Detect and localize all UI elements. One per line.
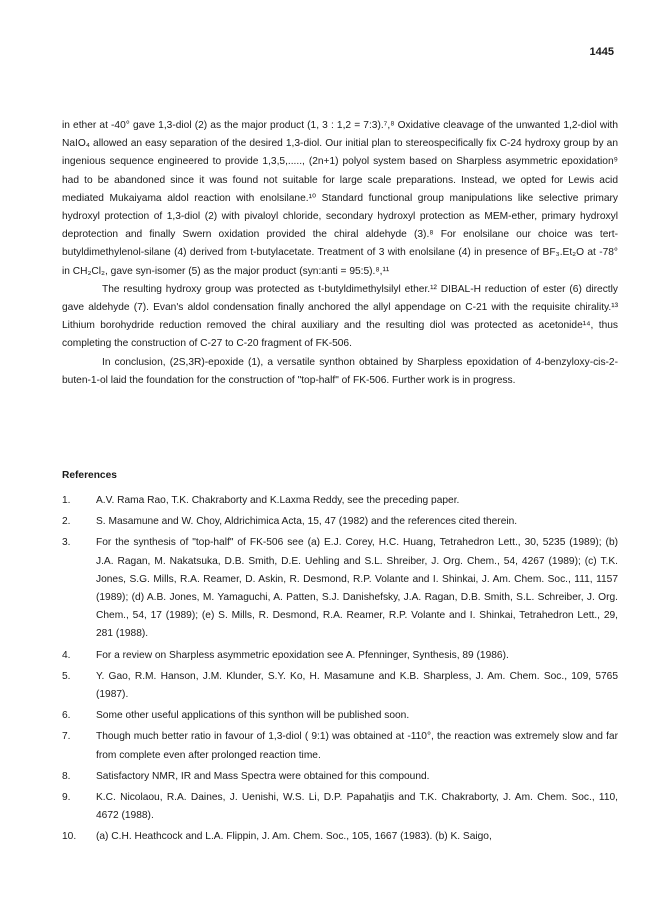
reference-number: 10.: [62, 831, 77, 843]
paragraph: In conclusion, (2S,3R)-epoxide (1), a versatile synthon obtained by Sharpless epoxidation of 4-benzyloxy-cis-2-buten-1-ol laid the foundation for the construction of "top-half" of FK-506. Further work is in progress.: [62, 356, 618, 386]
reference-item: [62, 492, 618, 510]
reference-text: Y. Gao, R.M. Hanson, J.M. Klunder, S.Y. Ko, H. Masamune and K.B. Sharpless, J. Am. Chem. Soc., 109, 5765 (1987).: [96, 670, 618, 701]
reference-number: 7.: [62, 731, 71, 743]
reference-number: 6.: [62, 710, 71, 722]
reference-item: [62, 828, 618, 846]
reference-number: 2.: [62, 516, 71, 528]
reference-text: A.V. Rama Rao, T.K. Chakraborty and K.Laxma Reddy, see the preceding paper.: [96, 495, 460, 506]
reference-item: [62, 789, 618, 825]
reference-item: [62, 728, 618, 764]
reference-text: Some other useful applications of this synthon will be published soon.: [96, 710, 410, 722]
paragraph: in ether at -40° gave 1,3-diol (2) as the major product (1, 3 : 1,2 = 7:3).⁷,⁸ Oxidative cleavage of the unwanted 1,2-diol with NaIO₄ allowed an easy separation of the desired 1,3-diol. Our initial plan to stereospecifically fix C-24 hydroxy group by an ingenious sequence engineered to provide 1,3,5,....., (2n+1) polyol system based on Sharpless asymmetric epoxidation⁹ had to be abandoned since it was found not suitable for large scale preparations. Instead, we opted for Lewis acid mediated Mukaiyama aldol reaction with enolsilane.¹⁰ Standard functional group manipulations like selective primary hydroxyl protection of 1,3-diol (2) with pivaloyl chloride, secondary hydroxyl protection as MEM-ether, primary hydroxyl deprotection and finally Swern oxidation provided the chiral aldehyde (3).⁸ For enolsilane our choice was tert-butyldimethylenol-silane (4) derived from t-butylacetate. Treatment of 3 with enolsilane (4) in presence of BF₃.Et₂O at -78° in CH₂Cl₂, gave syn-isomer (5) as the major product (syn:anti = 95:5).⁸,¹¹: [62, 120, 618, 277]
reference-item: [62, 534, 618, 643]
paragraph: The resulting hydroxy group was protected as t-butyldimethylsilyl ether.¹² DIBAL-H reduction of ester (6) directly gave aldehyde (7). Evan's aldol condensation finally anchored the allyl appendage on C-21 with the requisite chirality.¹³ Lithium borohydride reduction removed the chiral auxiliary and the resulting diol was protected as acetonide¹⁴, thus completing the construction of C-27 to C-20 fragment of FK-506.: [62, 283, 618, 350]
reference-text: K.C. Nicolaou, R.A. Daines, J. Uenishi, W.S. Li, D.P. Papahatjis and T.K. Chakraborty, J. Am. Chem. Soc., 110, 4672 (1988).: [96, 792, 618, 822]
body-text: [62, 117, 618, 390]
reference-number: 1.: [62, 495, 71, 506]
reference-number: 8.: [62, 770, 71, 782]
reference-item: [62, 768, 618, 786]
reference-text: For the synthesis of "top-half" of FK-506 see (a) E.J. Corey, H.C. Huang, Tetrahedron Lett., 30, 5235 (1989); (b) J.A. Ragan, M. Nakatsuka, D.B. Smith, D.E. Uehling and S.L. Shreiber, J. Org. Chem., 54, 4267 (1989); (c) T.K. Jones, S.G. Mills, R.A. Reamer, D. Askin, R. Desmond, R.P. Volante and I. Shinkai, J. Am. Chem. Soc., 111, 1157 (1989); (d) A.B. Jones, M. Yamaguchi, A. Patten, S.J. Danishefsky, J.A. Ragan, D.B. Smith, S.L. Schreiber, J. Org. Chem., 54, 17 (1989); (e) S. Mills, R. Desmond, R.A. Reamer, R.P. Volante and I. Shinkai, Tetrahedron Lett., 29, 281 (1988).: [96, 537, 618, 640]
reference-item: [62, 668, 618, 704]
page-number: 1445: [589, 46, 614, 58]
reference-item: [62, 647, 618, 665]
reference-text: (a) C.H. Heathcock and L.A. Flippin, J. Am. Chem. Soc., 105, 1667 (1983). (b) K. Saigo,: [96, 831, 492, 843]
reference-text: S. Masamune and W. Choy, Aldrichimica Acta, 15, 47 (1982) and the references cited therein.: [96, 516, 518, 528]
reference-item: [62, 513, 618, 531]
reference-text: For a review on Sharpless asymmetric epoxidation see A. Pfenninger, Synthesis, 89 (1986).: [96, 649, 509, 661]
reference-number: 5.: [62, 670, 71, 682]
reference-item: [62, 707, 618, 725]
reference-text: Though much better ratio in favour of 1,3-diol ( 9:1) was obtained at -110°, the reaction was extremely slow and far from complete even after prolonged reaction time.: [96, 731, 618, 761]
reference-number: 9.: [62, 792, 71, 804]
reference-list: [62, 492, 618, 850]
reference-number: 4.: [62, 649, 71, 661]
references-heading: References: [62, 470, 117, 481]
reference-text: Satisfactory NMR, IR and Mass Spectra were obtained for this compound.: [96, 770, 430, 782]
reference-number: 3.: [62, 537, 71, 549]
